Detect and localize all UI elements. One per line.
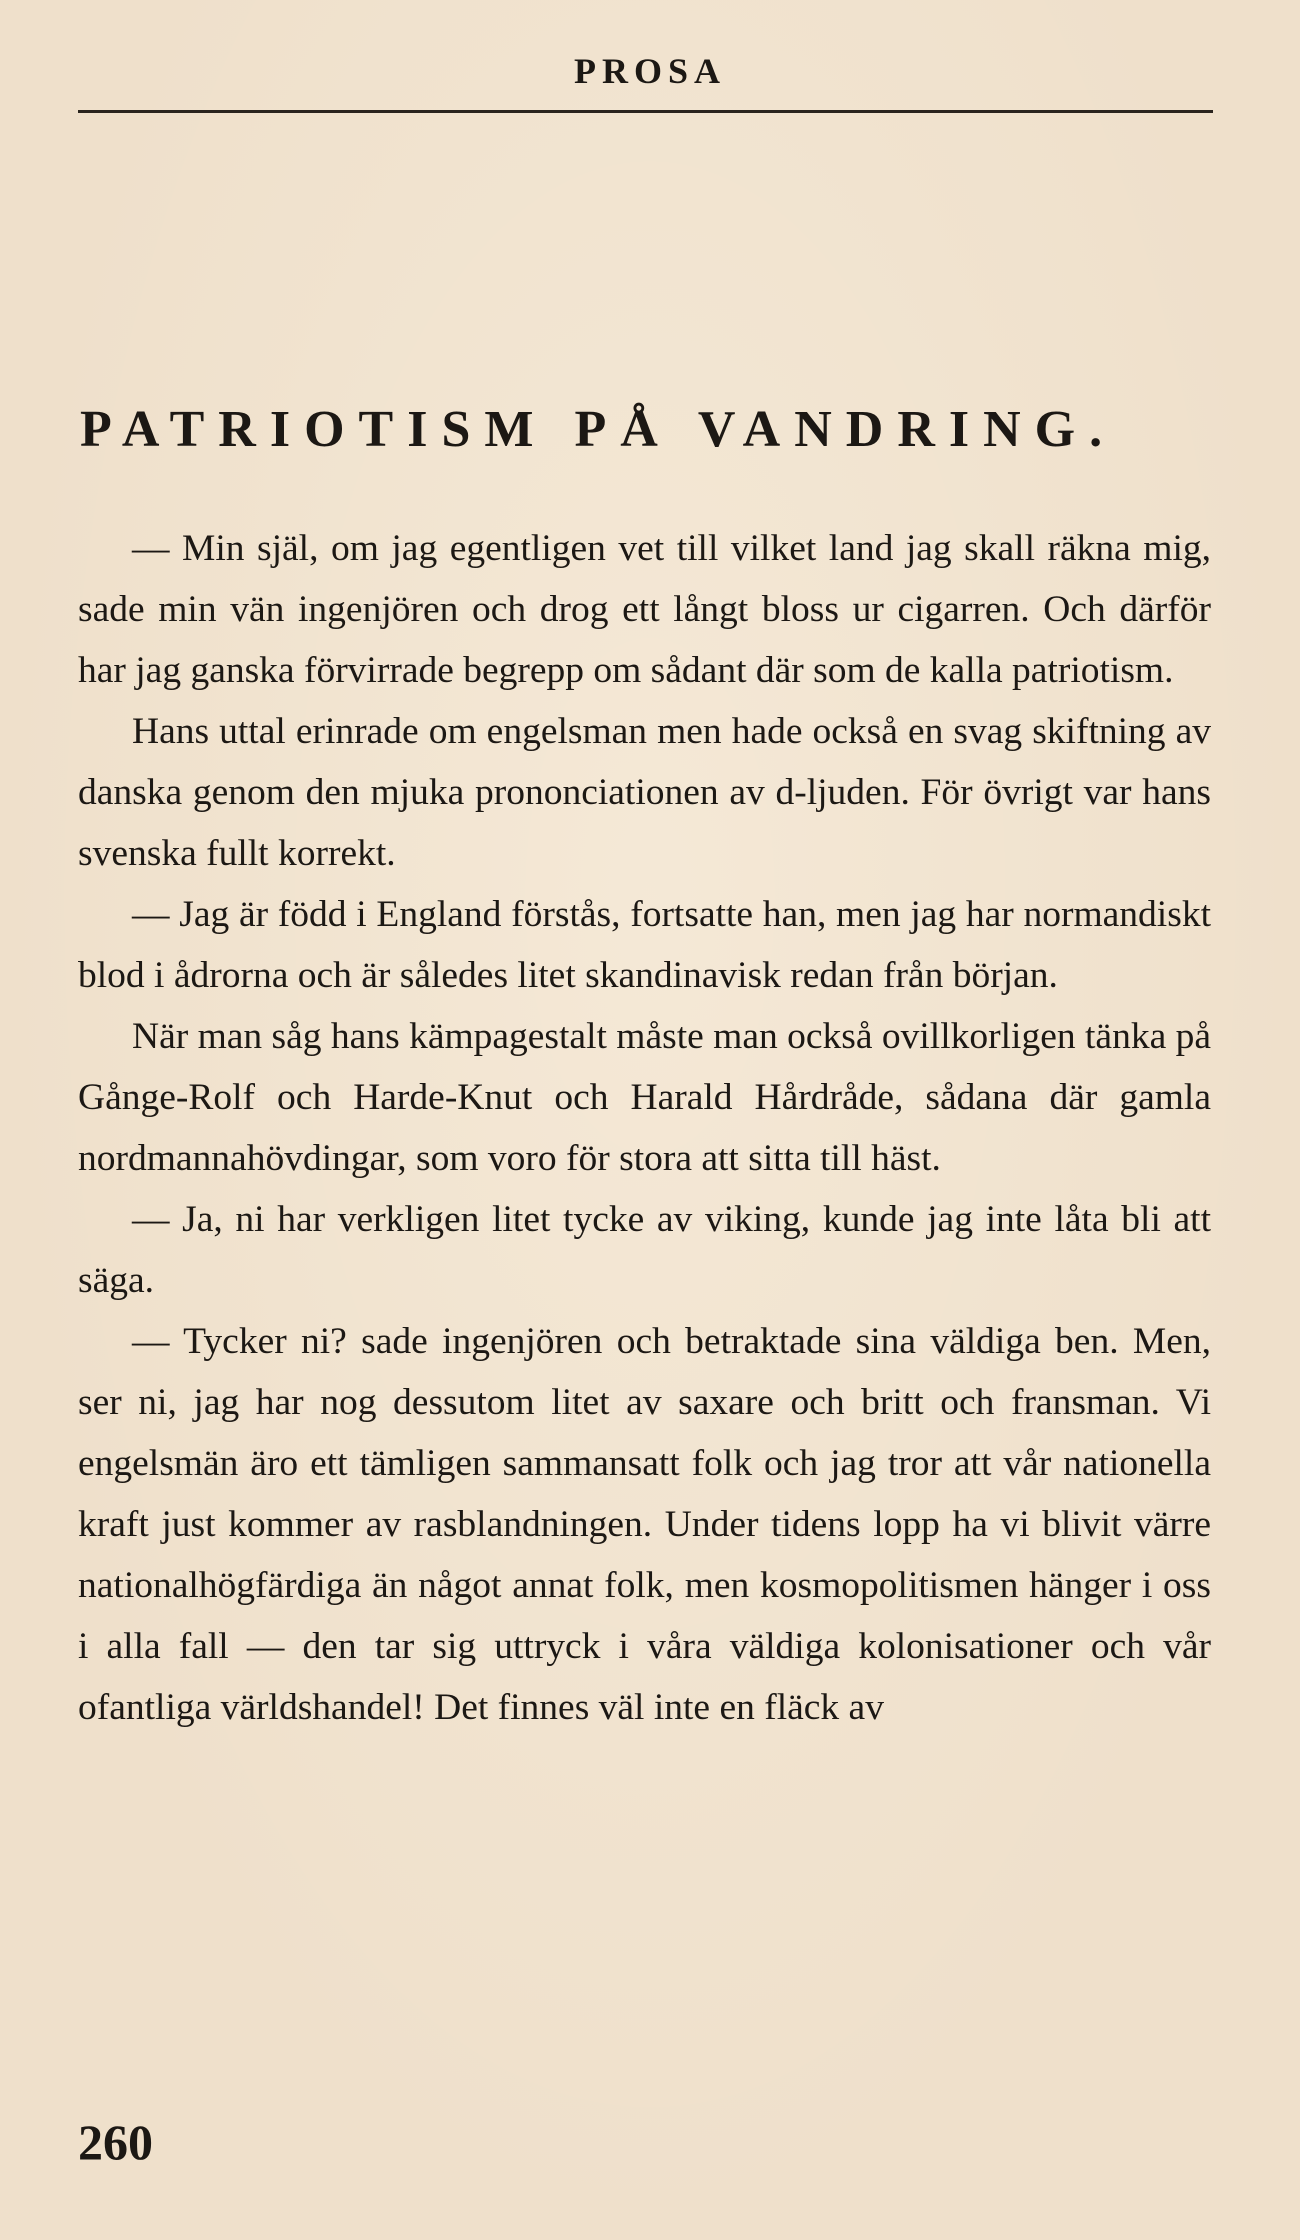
paragraph: När man såg hans kämpagestalt måste man också ovillkorligen tänka på Gånge-Rolf och Harde-Knut och Harald Hårdråde, sådana där gamla nordmannahövdingar, som voro för stora att sitta till häst. <box>78 1016 1211 1179</box>
paragraph: — Min själ, om jag egentligen vet till vilket land jag skall räkna mig, sade min vän ingenjören och drog ett långt bloss ur cigarren. Och därför har jag ganska förvirrade begrepp om sådant där som de kalla patriotism. <box>78 528 1211 691</box>
chapter-title: PATRIOTISM PÅ VANDRING. <box>80 401 1117 458</box>
page-number: 260 <box>78 2114 153 2170</box>
running-head: PROSA <box>573 51 726 91</box>
paragraph: — Ja, ni har verkligen litet tycke av viking, kunde jag inte låta bli att säga. <box>78 1199 1211 1301</box>
paragraph: — Jag är född i England förstås, fortsatte han, men jag har normandiskt blod i ådrorna och är således litet skandinavisk redan från början. <box>78 894 1211 996</box>
paragraph: — Tycker ni? sade ingenjören och betraktade sina väldiga ben. Men, ser ni, jag har nog dessutom litet av saxare och britt och fransman. Vi engelsmän äro ett tämligen sammansatt folk och jag tror att vår nationella kraft just kommer av rasblandningen. Under tidens lopp ha vi blivit värre nationalhögfärdiga än något annat folk, men kosmopolitismen hänger i oss i alla fall — den tar sig uttryck i våra väldiga kolonisationer och vår ofantliga världshandel! Det finnes väl inte en fläck av <box>78 1321 1211 1728</box>
body-text <box>78 518 1211 1738</box>
header-rule <box>78 110 1213 113</box>
paragraph: Hans uttal erinrade om engelsman men hade också en svag skiftning av danska genom den mjuka prononciationen av d-ljuden. För övrigt var hans svenska fullt korrekt. <box>78 711 1211 874</box>
